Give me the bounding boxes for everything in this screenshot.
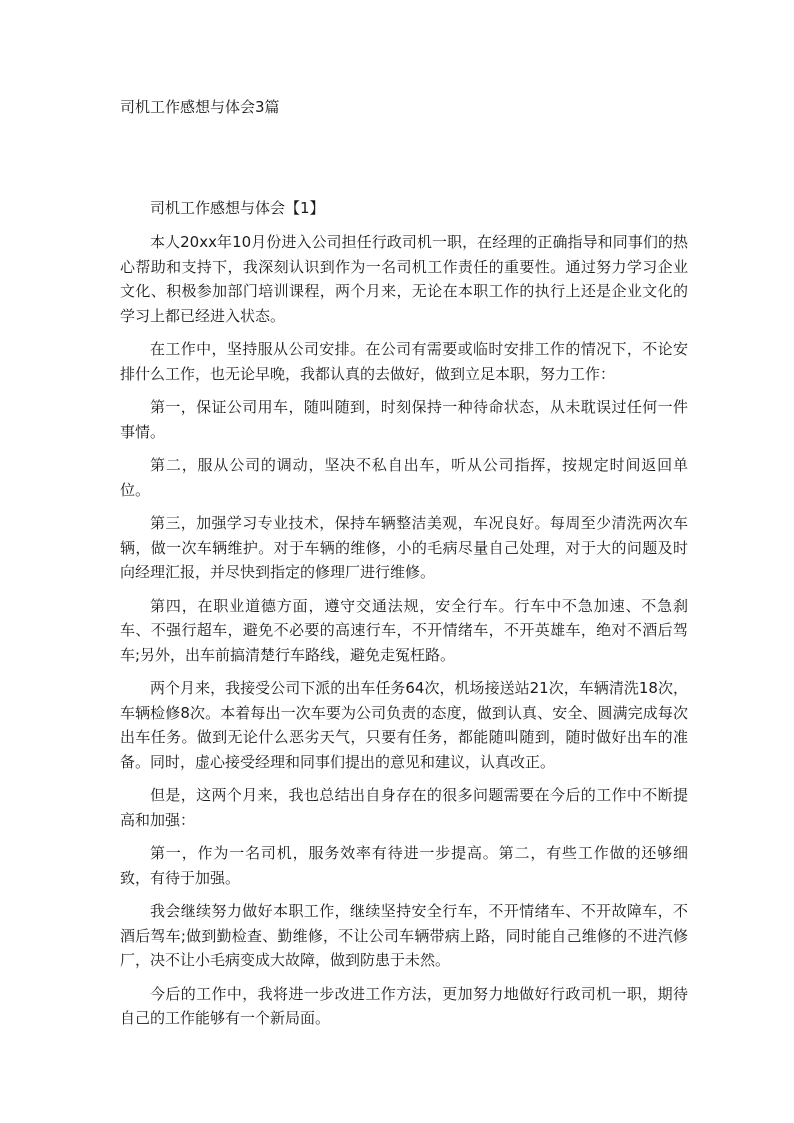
paragraph-problems: 但是，这两个月来，我也总结出自身存在的很多问题需要在今后的工作中不断提高和加强： <box>120 786 688 829</box>
section-heading: 司机工作感想与体会【1】 <box>150 199 325 217</box>
paragraph-point-1: 第一，保证公司用车，随叫随到，时刻保持一种待命状态，从未耽误过任何一件事情。 <box>120 398 688 441</box>
paragraph-problem-list: 第一，作为一名司机，服务效率有待进一步提高。第二，有些工作做的还够细致，有待于加强。 <box>120 844 688 887</box>
paragraph-intro: 本人20xx年10月份进入公司担任行政司机一职，在经理的正确指导和同事们的热心帮助和支持下，我深刻认识到作为一名司机工作责任的重要性。通过努力学习企业文化、积极参加部门培训课程，两个月来，无论在本职工作的执行上还是企业文化的学习上都已经进入状态。 <box>120 233 688 325</box>
document-body <box>120 196 688 1040</box>
document-title: 司机工作感想与体会3篇 <box>120 98 280 116</box>
paragraph-point-3: 第三，加强学习专业技术，保持车辆整洁美观，车况良好。每周至少清洗两次车辆，做一次车辆维护。对于车辆的维修，小的毛病尽量自己处理，对于大的问题及时向经理汇报，并尽快到指定的修理厂进行维修。 <box>120 514 688 581</box>
paragraph-summary: 两个月来，我接受公司下派的出车任务64次，机场接送站21次，车辆清洗18次，车辆检修8次。本着每出一次车要为公司负责的态度，做到认真、安全、圆满完成每次出车任务。做到无论什么恶劣天气，只要有任务，都能随叫随到，随时做好出车的准备。同时，虚心接受经理和同事们提出的意见和建议，认真改正。 <box>120 679 688 771</box>
paragraph-obey-arrangement: 在工作中，坚持服从公司安排。在公司有需要或临时安排工作的情况下，不论安排什么工作，也无论早晚，我都认真的去做好，做到立足本职，努力工作： <box>120 340 688 383</box>
paragraph-point-4: 第四，在职业道德方面，遵守交通法规，安全行车。行车中不急加速、不急刹车、不强行超车，避免不必要的高速行车，不开情绪车，不开英雄车，绝对不酒后驾车;另外，出车前搞清楚行车路线，避免走冤枉路。 <box>120 596 688 664</box>
paragraph-commitment: 我会继续努力做好本职工作，继续坚持安全行车，不开情绪车、不开故障车，不酒后驾车;做到勤检查、勤维修，不让公司车辆带病上路，同时能自己维修的不进汽修厂，决不让小毛病变成大故障，做到防患于未然。 <box>120 902 688 969</box>
paragraph-outlook: 今后的工作中，我将进一步改进工作方法，更加努力地做好行政司机一职，期待自己的工作能够有一个新局面。 <box>120 984 688 1027</box>
paragraph-point-2: 第二，服从公司的调动，坚决不私自出车，听从公司指挥，按规定时间返回单位。 <box>120 456 688 499</box>
